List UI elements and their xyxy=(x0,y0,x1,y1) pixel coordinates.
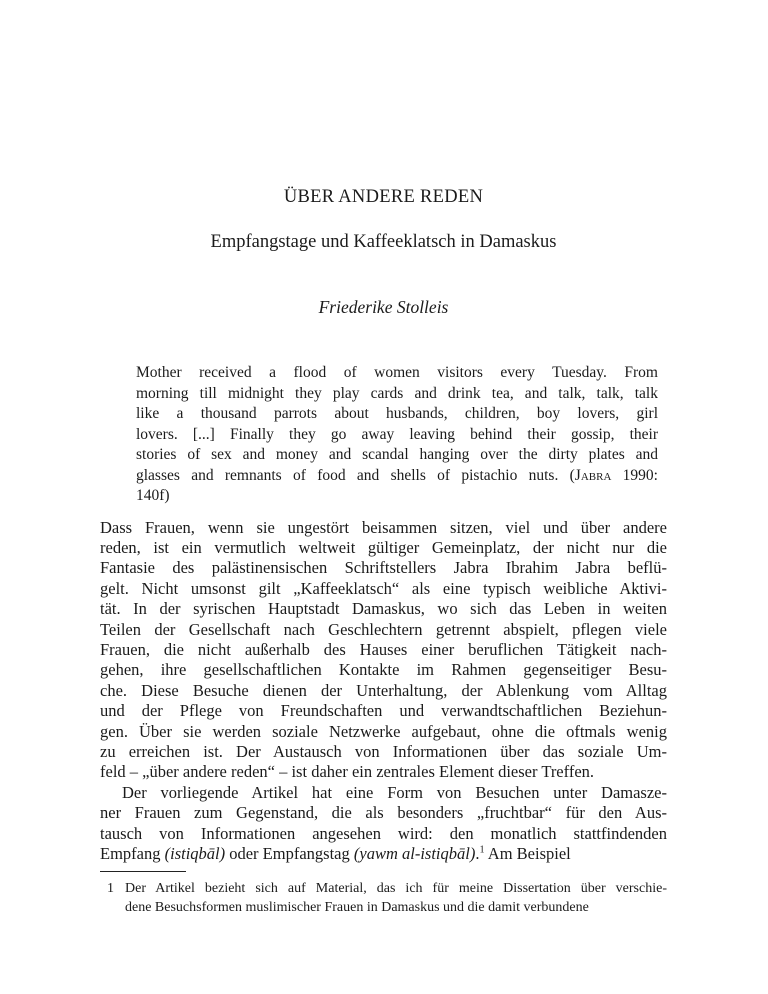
text-line: ner Frauen zum Gegenstand, die als besonders „fruchtbar“ für den Aus- xyxy=(100,803,667,823)
text-line: dene Besuchsformen muslimischer Frauen in Damaskus und die damit verbundene xyxy=(125,900,589,916)
text-line: Frauen, die nicht außerhalb des Hauses einer beruflichen Tätigkeit nach- xyxy=(100,639,667,659)
text-line: 140f) xyxy=(136,487,170,504)
page-subtitle: Empfangstage und Kaffeeklatsch in Damaskus xyxy=(210,232,557,252)
body-paragraph-1 xyxy=(100,518,667,783)
text-line: glasses and remnants of food and shells of pistachio nuts. (Jabra 1990: xyxy=(136,466,658,484)
text-line: Fantasie des palästinensischen Schriftstellers Jabra Ibrahim Jabra beflü- xyxy=(100,558,667,578)
text-line: reden, ist ein vermutlich weltweit gültiger Gemeinplatz, der nicht nur die xyxy=(100,537,667,557)
footnote-body xyxy=(100,879,667,917)
footnote xyxy=(100,871,667,917)
text-line: che. Diese Besuche dienen der Unterhaltung, der Ablenkung vom Alltag xyxy=(100,680,667,700)
footnote-text xyxy=(125,879,667,917)
footnote-number: 1 xyxy=(107,881,114,897)
text-line: Der vorliegende Artikel hat eine Form von Besuchen unter Damasze- xyxy=(122,782,667,802)
text-line: tausch von Informationen angesehen wird: den monatlich stattfindenden xyxy=(100,823,667,843)
text-line: lovers. [...] Finally they go away leaving behind their gossip, their xyxy=(136,425,658,443)
text-line: tät. In der syrischen Hauptstadt Damaskus, wo sich das Leben in weiten xyxy=(100,599,667,619)
text-line: feld – „über andere reden“ – ist daher ein zentrales Element dieser Treffen. xyxy=(100,762,595,782)
page-title: ÜBER ANDERE REDEN xyxy=(283,187,484,207)
text-line: stories of sex and money and scandal hanging over the dirty plates and xyxy=(136,446,658,463)
text-line: Empfang (istiqbāl) oder Empfangstag (yawm al-istiqbāl).$^1$ Am Beispiel xyxy=(100,844,571,863)
epigraph-quote xyxy=(136,363,658,507)
text-line: like a thousand parrots about husbands, children, boy lovers, girl xyxy=(136,405,658,422)
text-line: Dass Frauen, wenn sie ungestört beisammen sitzen, viel und über andere xyxy=(100,517,667,537)
text-line: und der Pflege von Freundschaften und verwandtschaftlichen Beziehun- xyxy=(100,701,667,721)
text-line: gehen, ihre gesellschaftlichen Kontakte im Rahmen gegenseitiger Besu- xyxy=(100,660,667,680)
text-line: gen. Über sie werden soziale Netzwerke aufgebaut, ohne die oftmals wenig xyxy=(100,721,667,741)
text-line: Mother received a flood of women visitors every Tuesday. From xyxy=(136,364,658,381)
text-block xyxy=(100,0,667,917)
text-line: gelt. Nicht umsonst gilt „Kaffeeklatsch“ als eine typisch weibliche Aktivi- xyxy=(100,578,667,598)
author-name: Friederike Stolleis xyxy=(318,297,449,317)
body-paragraph-2 xyxy=(100,783,667,865)
text-line: Der Artikel bezieht sich auf Material, das ich für meine Dissertation über verschie- xyxy=(125,881,667,897)
text-line: morning till midnight they play cards and drink tea, and talk, talk, talk xyxy=(136,384,658,402)
text-line: zu erreichen ist. Der Austausch von Informationen über das soziale Um- xyxy=(100,741,667,761)
footnote-rule xyxy=(100,871,186,872)
text-line: Teilen der Gesellschaft nach Geschlechtern getrennt abspielt, pflegen viele xyxy=(100,619,667,639)
